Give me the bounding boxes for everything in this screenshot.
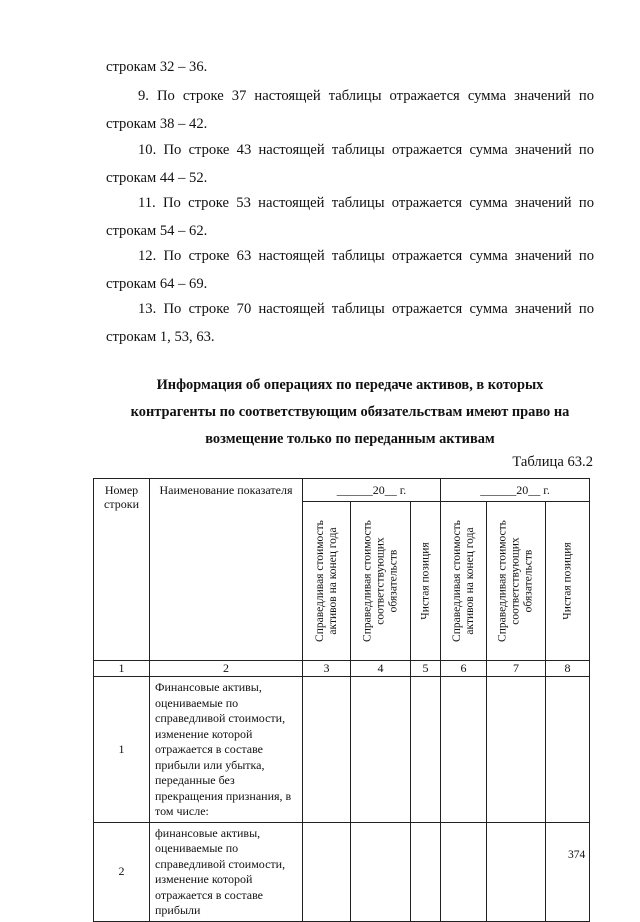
table-label: Таблица 63.2 — [512, 454, 593, 470]
header-assets-fair-value — [441, 502, 487, 661]
paragraph-continuation: строкам 64 – 69. — [106, 276, 208, 292]
table-row — [94, 822, 590, 921]
value-cell — [351, 677, 411, 823]
paragraph-continuation: строкам 38 – 42. — [106, 116, 208, 132]
value-cell — [441, 677, 487, 823]
page-number: 374 — [568, 849, 586, 861]
header-net-position — [546, 502, 590, 661]
row-number: 1 — [94, 677, 150, 823]
paragraph-13 — [106, 301, 594, 346]
section-title-line-2: контрагенты по соответствующим обязательствам имеют право на — [130, 404, 570, 420]
paragraph-11 — [106, 195, 594, 240]
paragraph-text: 10. По строке 43 настоящей таблицы отражается сумма значений по — [138, 142, 594, 158]
data-table — [93, 478, 590, 922]
header-liabilities-fair-value — [487, 502, 546, 661]
header-text: Справедливая стоимость активов на конец года — [313, 520, 339, 642]
row-indicator-name: Финансовые активы, оцениваемые по справедливой стоимости, изменение которой отражается в составе прибыли или убытка, переданные без прекращения признания, в том числе: — [150, 677, 303, 823]
row-indicator-name: финансовые активы, оцениваемые по справедливой стоимости, изменение которой отражается в составе прибыли — [150, 822, 303, 921]
header-text: Чистая позиция — [419, 542, 432, 620]
header-text: Справедливая стоимость соответствующих обязательств — [496, 520, 535, 642]
column-header-indicator: Наименование показателя — [150, 479, 303, 661]
header-net-position — [411, 502, 441, 661]
value-cell — [546, 677, 590, 823]
row-number: 2 — [94, 822, 150, 921]
column-index: 6 — [441, 661, 487, 677]
column-header-number: Номер строки — [94, 479, 150, 661]
section-title-line-3: возмещение только по переданным активам — [205, 431, 495, 447]
column-index: 8 — [546, 661, 590, 677]
header-text: Справедливая стоимость соответствующих обязательств — [361, 520, 399, 642]
year-header-1: ______20__ г. — [303, 479, 441, 502]
paragraph-text: 12. По строке 63 настоящей таблицы отражается сумма значений по — [138, 248, 594, 264]
column-index-row — [94, 661, 590, 677]
header-text: Справедливая стоимость активов на конец года — [450, 520, 476, 642]
value-cell — [546, 822, 590, 921]
section-title-line-1: Информация об операциях по передаче активов, в которых — [156, 377, 544, 393]
header-liabilities-fair-value — [351, 502, 411, 661]
paragraph-text: 9. По строке 37 настоящей таблицы отражается сумма значений по — [138, 88, 594, 104]
paragraph-continuation: строкам 54 – 62. — [106, 223, 208, 239]
paragraph-text: 11. По строке 53 настоящей таблицы отражается сумма значений по — [138, 195, 594, 211]
value-cell — [303, 822, 351, 921]
paragraph-12 — [106, 248, 594, 293]
paragraph-10 — [106, 142, 594, 187]
header-assets-fair-value — [303, 502, 351, 661]
value-cell — [303, 677, 351, 823]
year-header-2: ______20__ г. — [441, 479, 590, 502]
column-index: 5 — [411, 661, 441, 677]
column-index: 7 — [487, 661, 546, 677]
value-cell — [441, 822, 487, 921]
column-index: 4 — [351, 661, 411, 677]
value-cell — [487, 822, 546, 921]
paragraph-continuation: строкам 44 – 52. — [106, 170, 208, 186]
header-text: Чистая позиция — [561, 542, 574, 620]
table-row — [94, 677, 590, 823]
column-index: 2 — [150, 661, 303, 677]
column-index: 1 — [94, 661, 150, 677]
paragraph-9 — [106, 88, 594, 133]
paragraph-text: 13. По строке 70 настоящей таблицы отражается сумма значений по — [138, 301, 594, 317]
value-cell — [411, 822, 441, 921]
value-cell — [411, 677, 441, 823]
value-cell — [487, 677, 546, 823]
value-cell — [351, 822, 411, 921]
column-index: 3 — [303, 661, 351, 677]
continuation-line: строкам 32 – 36. — [106, 59, 208, 75]
paragraph-continuation: строкам 1, 53, 63. — [106, 329, 215, 345]
